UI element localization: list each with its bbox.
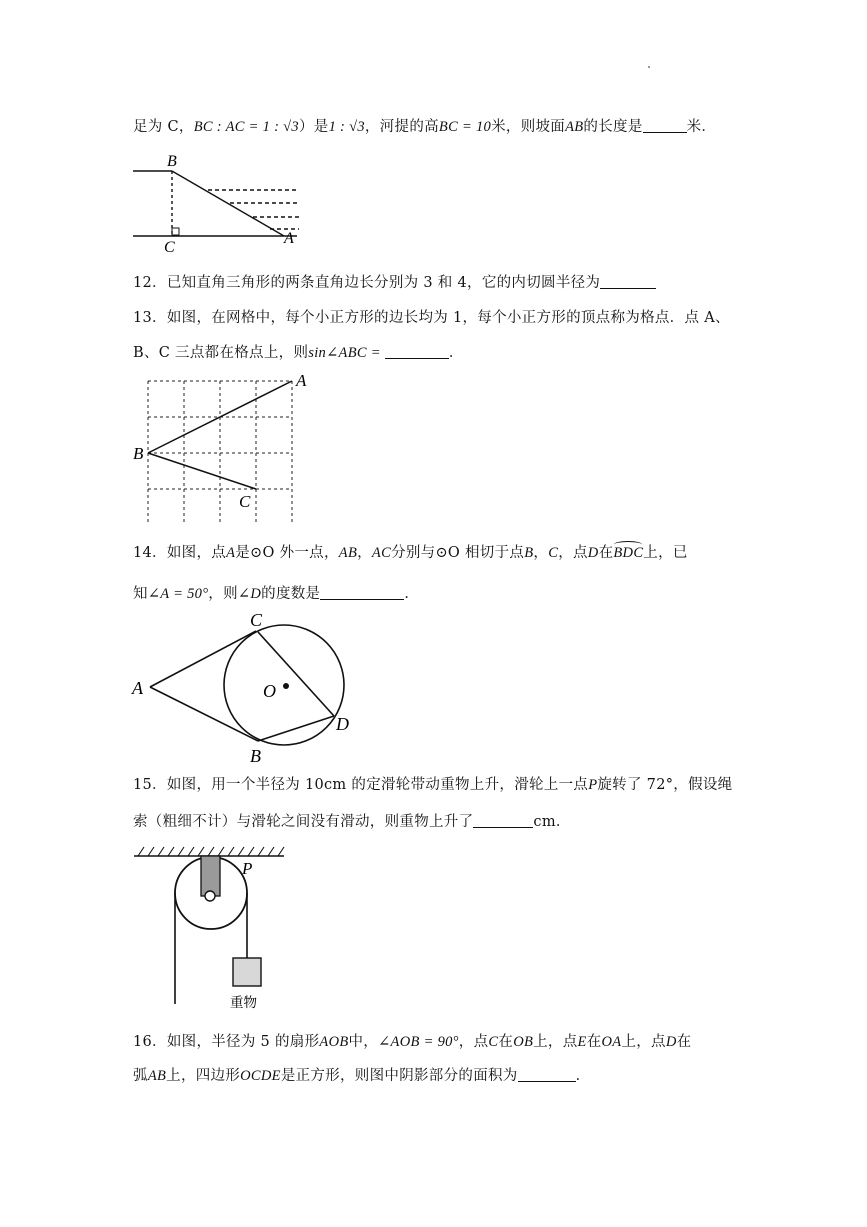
q14-text: 是⊙O 外一点， [235, 545, 339, 561]
q16-text: 中， [348, 1034, 379, 1050]
q13-expression: sin∠ABC = [308, 345, 381, 361]
q16-text: 是正方形，则图中阴影部分的面积为 [280, 1068, 518, 1084]
q14-text: ，点 [558, 545, 588, 561]
q16-arc-ab: AB [147, 1068, 167, 1084]
q16-ob: OB [513, 1034, 534, 1050]
q15-end: cm． [533, 814, 571, 830]
q14-end: ． [404, 586, 420, 602]
q14-text: 的度数是 [261, 586, 321, 602]
label-a: A [284, 230, 294, 247]
q16-text: 弧 [133, 1068, 148, 1084]
label-d: D [336, 714, 349, 734]
q11-ratio2: 1 : √3 [328, 119, 365, 135]
q11-text-b: ）是 [298, 119, 329, 135]
label-c: C [239, 492, 251, 511]
q15-text: 索（粗细不计）与滑轮之间没有滑动，则重物上升了 [133, 814, 474, 830]
q16-oa: OA [601, 1034, 622, 1050]
q16-text: ，点 [458, 1034, 489, 1050]
q13-text-1: 13．如图，在网格中，每个小正方形的边长均为 1，每个小正方形的顶点称为格点．点 A、 [133, 310, 730, 326]
q11-text-a: 足为 C， [133, 119, 194, 135]
q11-height: BC = 10 [438, 119, 492, 135]
q15-point-p: P [588, 777, 598, 793]
q16-end: ． [575, 1068, 591, 1084]
q16-point-c: C [488, 1034, 499, 1050]
q16-text: 在 [498, 1034, 514, 1050]
q14-ac: AC [371, 545, 392, 561]
q14-point-d: D [587, 545, 599, 561]
q11-text-e: 的长度是 [583, 119, 643, 135]
q15-text: 旋转了 72°，假设绳 [597, 777, 733, 793]
q16-line2 [133, 1064, 590, 1085]
answer-blank[interactable] [518, 1067, 576, 1082]
label-a: A [132, 678, 143, 698]
q13-text-2: B、C 三点都在格点上，则 [133, 345, 309, 361]
label-p: P [242, 859, 253, 878]
q16-text: 上，四边形 [166, 1068, 241, 1084]
q14-point-a: A [226, 545, 236, 561]
label-c: C [250, 610, 263, 630]
q11-text-c: ，河提的高 [364, 119, 439, 135]
q14-text: 上，已 [643, 545, 688, 561]
q16-line1 [133, 1030, 691, 1051]
q14-point-c: C [548, 545, 559, 561]
weight-label: 重物 [230, 995, 257, 1011]
q16-sector: AOB [319, 1034, 349, 1050]
q14-text: ， [357, 545, 372, 561]
q16-point-e: E [577, 1034, 587, 1050]
q16-text: 在 [676, 1034, 692, 1050]
q14-point-b: B [524, 545, 534, 561]
q14-angle-a: ∠A = 50° [147, 586, 209, 602]
q16-text: 上，点 [533, 1034, 578, 1050]
q14-text: 知 [133, 586, 148, 602]
q11-text-d: 米，则坡面 [491, 119, 566, 135]
q14-text: ， [533, 545, 549, 561]
ceiling-hatch [138, 847, 284, 856]
q16-square: OCDE [240, 1068, 281, 1084]
weight-box [233, 958, 261, 986]
q16-text: 在 [586, 1034, 602, 1050]
q14-angle-d: ∠D [237, 586, 262, 602]
pulley-bracket [201, 856, 220, 896]
label-b: B [167, 153, 177, 170]
label-c: C [164, 239, 175, 256]
q12-text: 12．已知直角三角形的两条直角边长分别为 3 和 4，它的内切圆半径为 [133, 275, 601, 291]
q13-end: ． [448, 345, 464, 361]
q11-text-f: 米． [686, 119, 717, 135]
label-b: B [250, 746, 261, 766]
arc-label: BDC [613, 545, 644, 561]
q14-text: 在 [598, 545, 614, 561]
q14-ab: AB [338, 545, 358, 561]
q16-text: 16．如图，半径为 5 的扇形 [133, 1034, 320, 1050]
pulley-axle [205, 891, 215, 901]
label-a: A [296, 371, 307, 390]
q16-angle: ∠AOB = 90° [378, 1034, 459, 1050]
q11-ratio1: BC : AC = 1 : √3 [193, 119, 299, 135]
q16-text: 上，点 [621, 1034, 666, 1050]
label-o: O [263, 681, 276, 701]
q16-point-d: D [665, 1034, 677, 1050]
q15-text: 15．如图，用一个半径为 10cm 的定滑轮带动重物上升，滑轮上一点 [133, 777, 589, 793]
q14-text: ，则 [208, 586, 238, 602]
label-b: B [133, 444, 144, 463]
q11-ab: AB [565, 119, 584, 135]
q14-text: 分别与⊙O 相切于点 [391, 545, 525, 561]
q14-text: 14．如图，点 [133, 545, 227, 561]
